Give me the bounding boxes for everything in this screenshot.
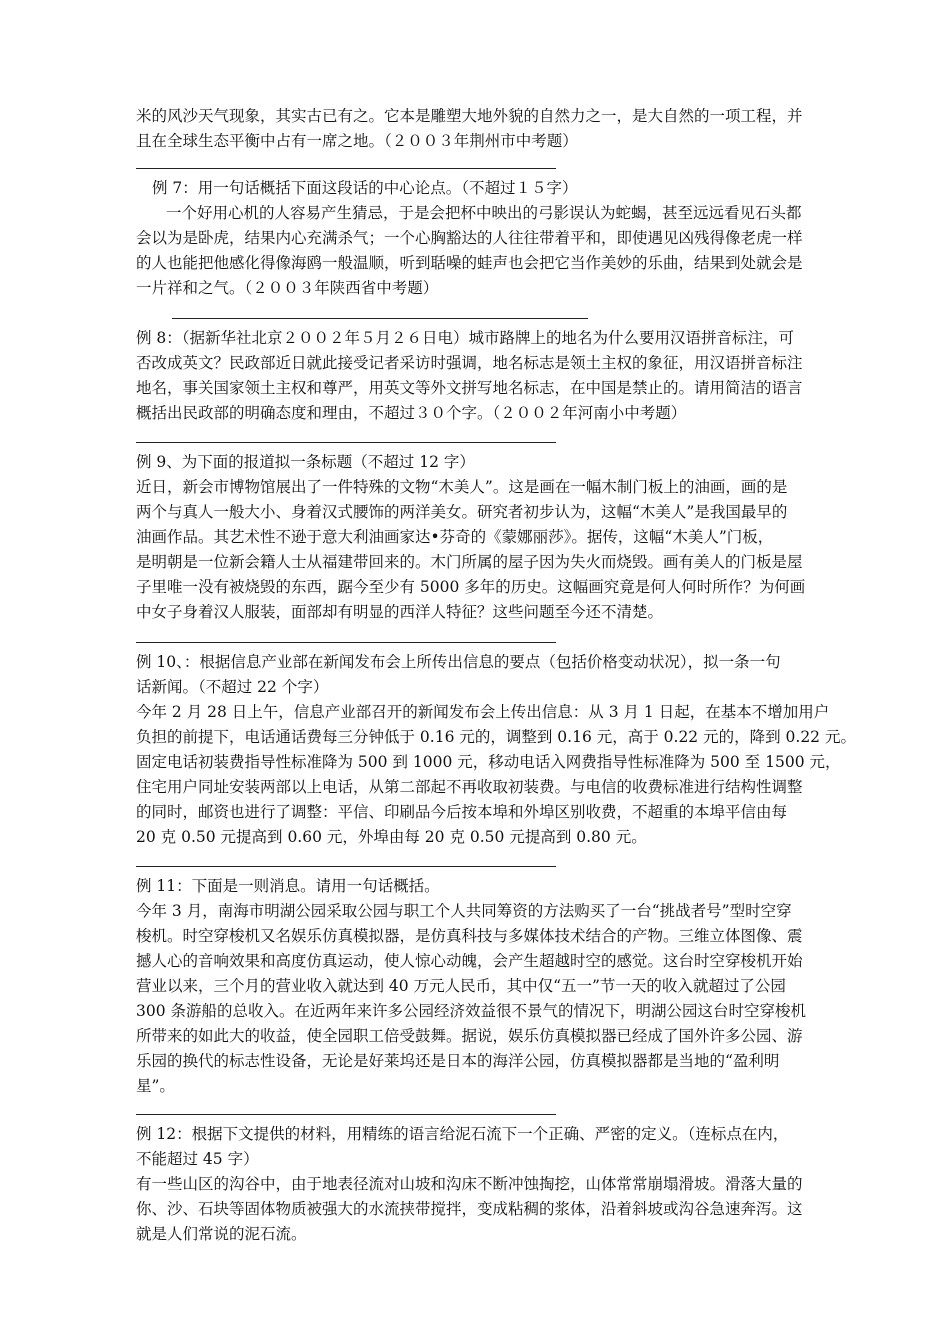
text-line: 300 条游船的总收入。在近两年来许多公园经济效益很不景气的情况下，明湖公园这台时空穿梭机 bbox=[136, 1002, 807, 1020]
text-line: 你、沙、石块等固体物质被强大的水流挟带搅拌，变成粘稠的浆体，沿着斜坡或沟谷急速奔泻。这 bbox=[136, 1200, 803, 1218]
text-line: 今年 3 月，南海市明湖公园采取公园与职工个人共同筹资的方法购买了一台“挑战者号”型时空穿 bbox=[136, 902, 792, 920]
text-line: 中女子身着汉人服装，面部却有明显的西洋人特征？这些问题至今还不清楚。 bbox=[136, 603, 664, 621]
answer-line bbox=[136, 642, 556, 643]
text-line: 固定电话初装费指导性标准降为 500 到 1000 元，移动电话入网费指导性标准降为 500 至 1500 元， bbox=[136, 753, 841, 771]
text-line: 子里唯一没有被烧毁的东西，踞今至少有 5000 多年的历史。这幅画究竟是何人何时所作？为何画 bbox=[136, 578, 806, 596]
text-line: 所带来的如此大的收益，使全园职工倍受鼓舞。据说，娱乐仿真模拟器已经成了国外许多公园、游 bbox=[136, 1027, 803, 1045]
text-line: 的人也能把他感化得像海鸥一般温顺，听到聒噪的蛙声也会把它当作美妙的乐曲，结果到处就会是 bbox=[136, 254, 803, 272]
text-line: 油画作品。其艺术性不逊于意大利油画家达•芬奇的《蒙娜丽莎》。据传，这幅“木美人”门板， bbox=[136, 528, 774, 546]
text-line: 乐园的换代的标志性设备，无论是好莱坞还是日本的海洋公园，仿真模拟器都是当地的“盈利明 bbox=[136, 1052, 780, 1070]
text-line: 地名，事关国家领土主权和尊严，用英文等外文拼写地名标志，在中国是禁止的。请用简洁的语言 bbox=[136, 379, 803, 397]
text-line: 否改成英文？民政部近日就此接受记者采访时强调，地名标志是领土主权的象征，用汉语拼音标注 bbox=[136, 354, 803, 372]
answer-line bbox=[136, 866, 556, 867]
text-line: 一片祥和之气。（２００３年陕西省中考题） bbox=[136, 279, 439, 297]
text-line: 例 9、为下面的报道拟一条标题（不超过 12 字） bbox=[136, 453, 475, 471]
text-line: 例 11：下面是一则消息。请用一句话概括。 bbox=[136, 877, 440, 895]
text-line: 是明朝是一位新会籍人士从福建带回来的。木门所属的屋子因为失火而烧毁。画有美人的门板是屋 bbox=[136, 553, 803, 571]
text-line: 营业以来，三个月的营业收入就达到 40 万元人民币，其中仅“五一”节一天的收入就超过了公园 bbox=[136, 977, 786, 995]
text-line: 概括出民政部的明确态度和理由，不超过３０个字。（２００２年河南小中考题） bbox=[136, 404, 687, 422]
answer-line bbox=[136, 168, 556, 169]
text-line: 近日，新会市博物馆展出了一件特殊的文物“木美人”。这是画在一幅木制门板上的油画，画的是 bbox=[136, 478, 788, 496]
text-line: 今年 2 月 28 日上午，信息产业部召开的新闻发布会上传出信息：从 3 月 1 日起，在基本不增加用户 bbox=[136, 703, 830, 721]
text-line: 20 克 0.50 元提高到 0.60 元，外埠由每 20 克 0.50 元提高到 0.80 元。 bbox=[136, 828, 647, 846]
text-line: 不能超过 45 字） bbox=[136, 1150, 259, 1168]
text-line: 例 8：（据新华社北京２００２年５月２６日电）城市路牌上的地名为什么要用汉语拼音标注，可 bbox=[136, 329, 795, 347]
text-line: 负担的前提下，电话通话费每三分钟低于 0.16 元的，调整到 0.16 元，高于 0.22 元的，降到 0.22 元。 bbox=[136, 728, 856, 746]
text-line: 的同时，邮资也进行了调整：平信、印刷品今后按本埠和外埠区别收费，不超重的本埠平信由每 bbox=[136, 803, 788, 821]
answer-line bbox=[136, 1114, 556, 1115]
example-block bbox=[136, 176, 858, 301]
text-line: 会以为是卧虎，结果内心充满杀气；一个心胸豁达的人往往带着平和，即使遇见凶残得像老虎一样 bbox=[136, 229, 803, 247]
text-line: 撼人心的音响效果和高度仿真运动，使人惊心动魄，会产生超越时空的感觉。这台时空穿梭机开始 bbox=[136, 952, 803, 970]
text-line: 例 10、：根据信息产业部在新闻发布会上所传出信息的要点（包括价格变动状况），拟一条一句 bbox=[136, 653, 781, 671]
text-line: 且在全球生态平衡中占有一席之地。（２００３年荆州市中考题） bbox=[136, 132, 578, 150]
text-line: 住宅用户同址安装两部以上电话，从第二部起不再收取初装费。与电信的收费标准进行结构性调整 bbox=[136, 778, 803, 796]
text-line: 例 7：用一句话概括下面这段话的中心论点。（不超过１５字） bbox=[152, 179, 578, 197]
text-line: 有一些山区的沟谷中，由于地表径流对山坡和沟床不断冲蚀掏挖，山体常常崩塌滑坡。滑落大量的 bbox=[136, 1175, 803, 1193]
example-block bbox=[136, 650, 858, 850]
text-line: 例 12：根据下文提供的材料，用精练的语言给泥石流下一个正确、严密的定义。（连标点在内， bbox=[136, 1125, 789, 1143]
text-line: 就是人们常说的泥石流。 bbox=[136, 1225, 307, 1243]
text-line: 一个好用心机的人容易产生猜忌，于是会把杯中映出的弓影误认为蛇蝎，甚至远远看见石头都 bbox=[166, 204, 802, 222]
answer-line bbox=[136, 442, 556, 443]
text-line: 两个与真人一般大小、身着汉式腰饰的两洋美女。研究者初步认为，这幅“木美人”是我国最早的 bbox=[136, 503, 788, 521]
example-block bbox=[136, 1122, 858, 1247]
answer-line bbox=[172, 318, 588, 319]
text-line: 米的风沙天气现象，其实古已有之。它本是雕塑大地外貌的自然力之一，是大自然的一项工程，并 bbox=[136, 107, 803, 125]
text-line: 话新闻。（不超过 22 个字） bbox=[136, 678, 329, 696]
example-block bbox=[136, 874, 858, 1099]
example-block bbox=[136, 326, 858, 426]
text-line: 梭机。时空穿梭机又名娱乐仿真模拟器，是仿真科技与多媒体技术结合的产物。三维立体图像、震 bbox=[136, 927, 803, 945]
example-block bbox=[136, 450, 858, 625]
text-line: 星”。 bbox=[136, 1077, 175, 1095]
example-block bbox=[136, 104, 858, 154]
